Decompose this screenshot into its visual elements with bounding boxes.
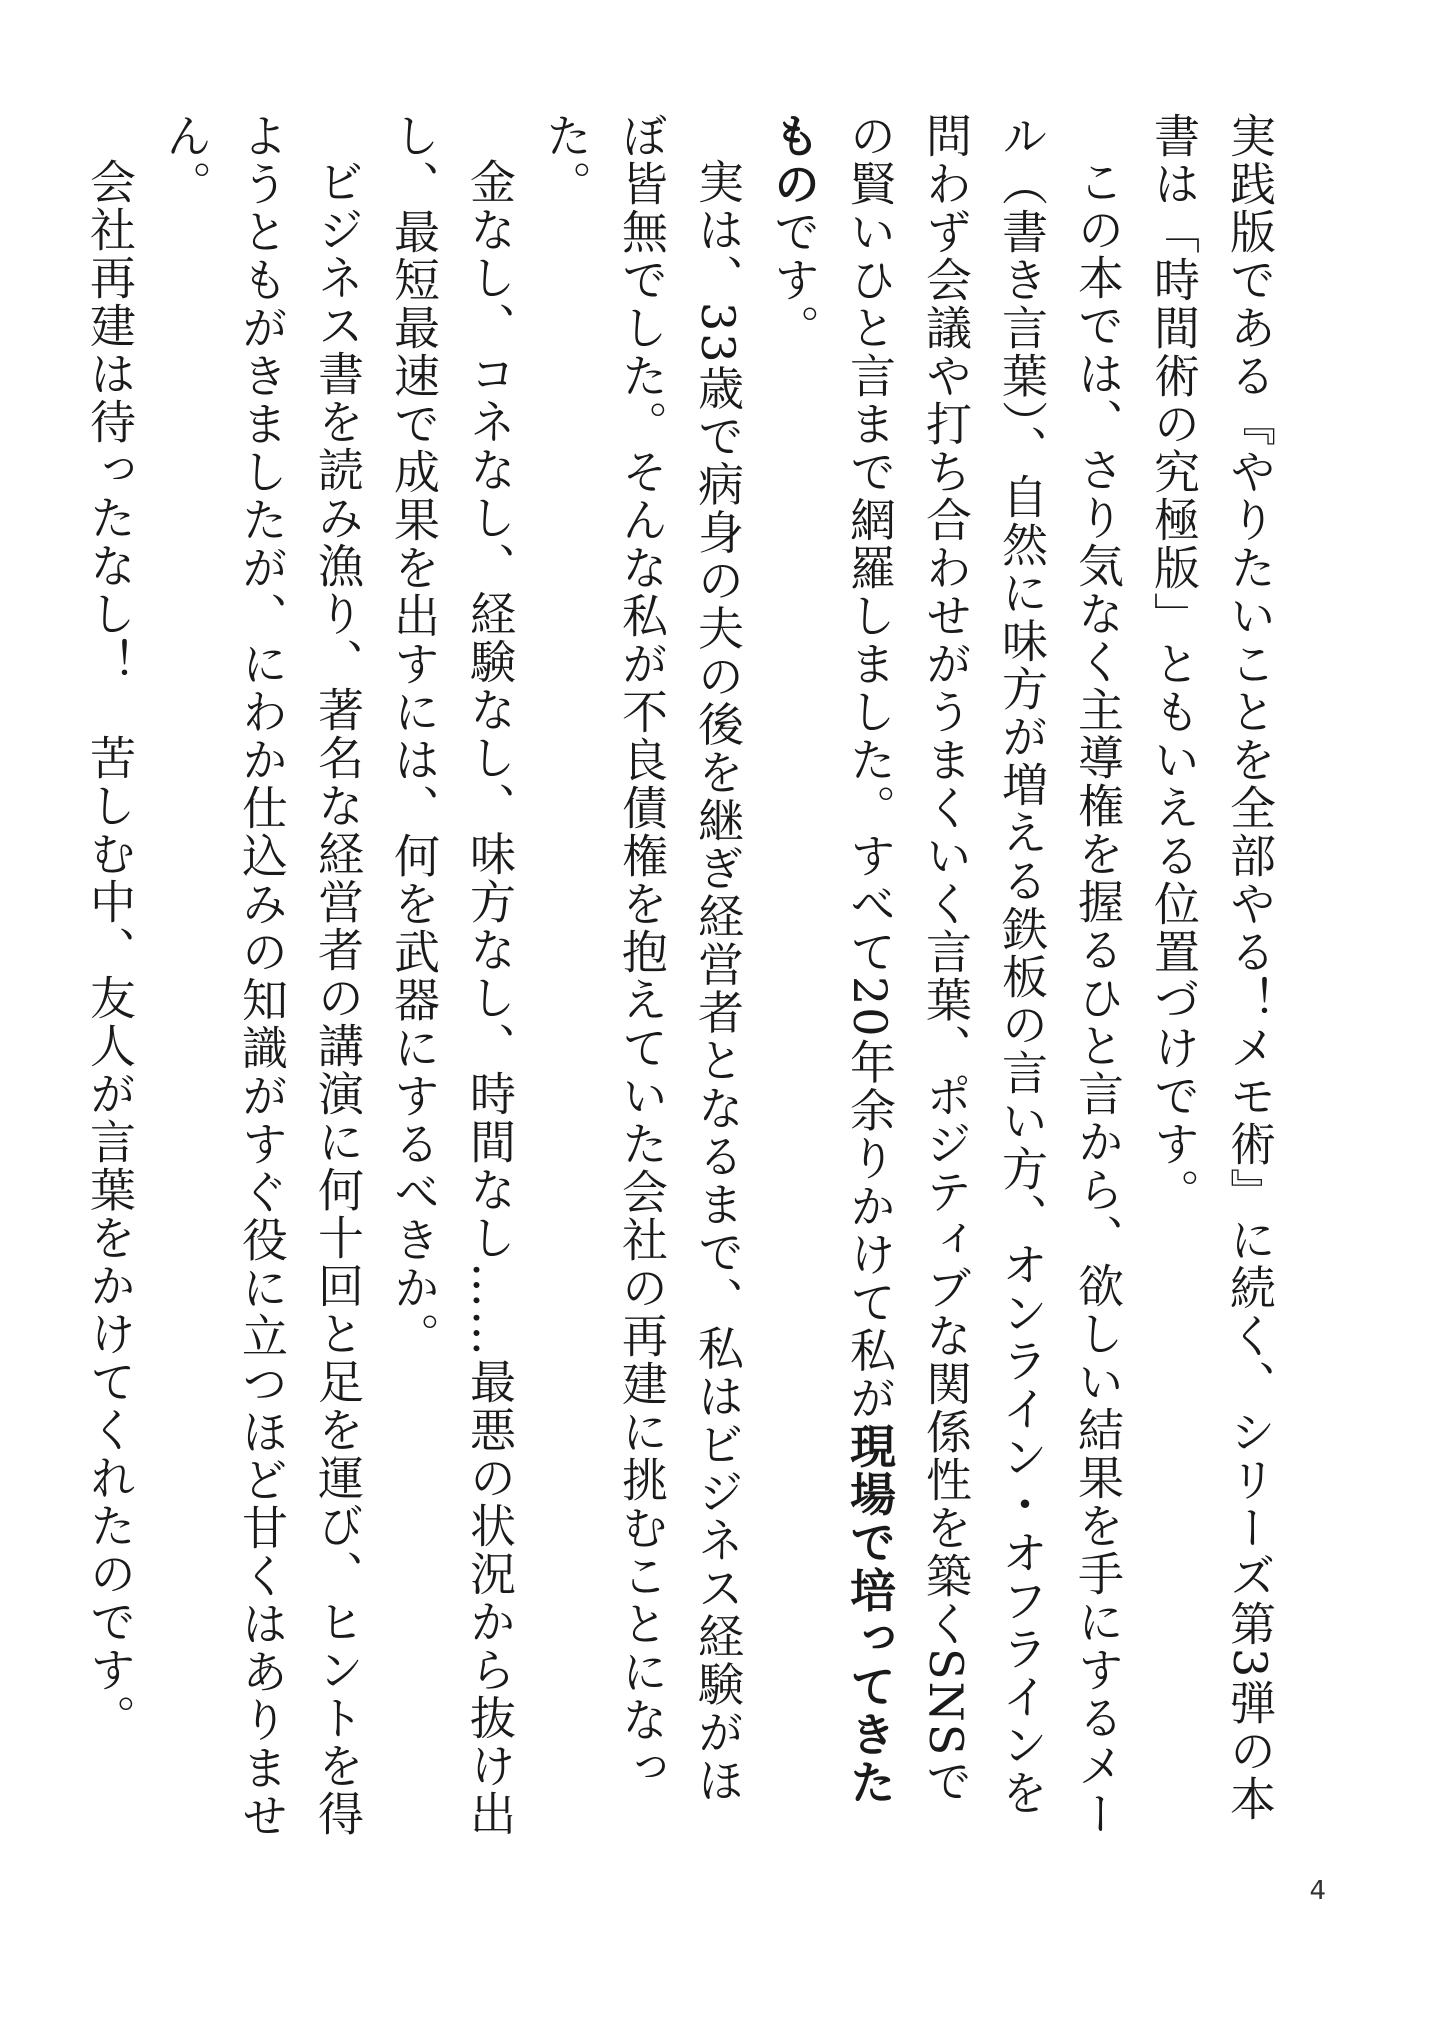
paragraph-2-emphasis: 現場で培ってきたもの [767, 112, 897, 1807]
paragraph-1: 実践版である『やりたいことを全部やる！メモ術』に続く、シリーズ第3弾の本書は「時間術の究極版」ともいえる位置づけです。 [1147, 112, 1277, 1824]
page-number: 4 [1309, 1876, 1326, 1906]
paragraph-2 [756, 112, 1136, 1842]
paragraph-5: ビジネス書を読み漁り、著名な経営者の講演に何十回と足を運び、ヒントを得ようともがきましたが、にわか仕込みの知識がすぐ役に立つほど甘くはありません。 [159, 112, 365, 1840]
paragraph-2-text-a: この本では、さり気なく主導権を握るひと言から、欲しい結果を手にするメール（書き言葉）、自然に味方が増える鉄板の言い方、オンライン・オフラインを問わず会議や打ち合わせがうまくいく言葉、ポジティブな関係性を築くSNSでの賢いひと言まで網羅しました。すべて20年余りかけて私が [843, 112, 1125, 1838]
paragraph-4: 金なし、コネなし、経験なし、味方なし、時間なし……最悪の状況から抜け出し、最短最速で成果を出すには、何を武器にするべきか。 [387, 112, 517, 1838]
vertical-text-body [72, 112, 1288, 1842]
paragraph-6: 会社再建は待ったなし！ 苦しむ中、友人が言葉をかけてくれたのです。 [83, 158, 137, 1742]
paragraph-2-text-b: です。 [767, 208, 821, 352]
paragraph-3: 実は、33歳で病身の夫の後を継ぎ経営者となるまで、私はビジネス経験がほぼ皆無でした。そんな私が不良債権を抱えていた会社の再建に挑むことになった。 [539, 112, 745, 1805]
